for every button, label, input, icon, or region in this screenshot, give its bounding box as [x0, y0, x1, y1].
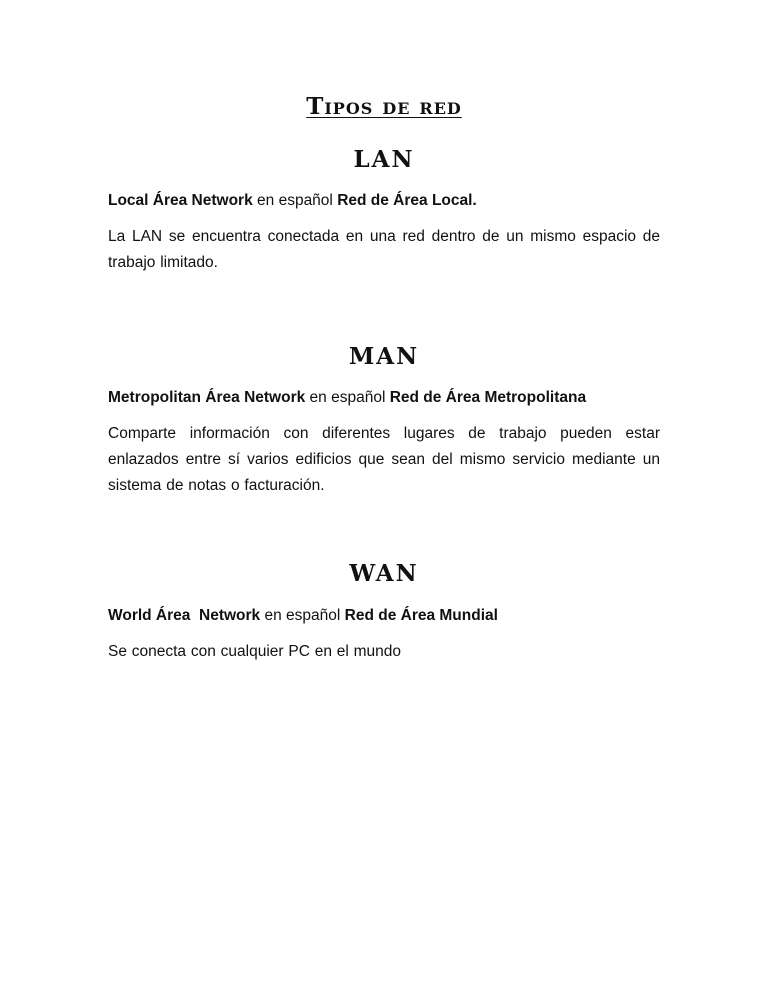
- definition-translation: Red de Área Local.: [337, 192, 477, 209]
- document-title-text: Tipos de red: [306, 93, 462, 120]
- definition-translation: Red de Área Mundial: [344, 607, 498, 624]
- document-title: [0, 93, 768, 121]
- description-man: Comparte información con diferentes lugares de trabajo pueden estar enlazados entre sí varios edificios que sean del mismo servicio mediante un sistema de notas o facturación.: [108, 425, 660, 494]
- definition-connector: en español: [305, 389, 390, 406]
- definition-term: World Área Network: [108, 607, 261, 624]
- definition-term: Metropolitan Área Network: [108, 389, 306, 406]
- description-wan: Se conecta con cualquier PC en el mundo: [108, 643, 402, 660]
- definition-term: Local Área Network: [108, 192, 253, 209]
- definition-connector: en español: [252, 192, 338, 209]
- description-lan: La LAN se encuentra conectada en una red dentro de un mismo espacio de trabajo limitado.: [108, 228, 660, 271]
- definition-translation: Red de Área Metropolitana: [389, 389, 587, 406]
- definition-wan: [108, 605, 660, 627]
- section-heading-lan: LAN: [353, 146, 415, 173]
- section-heading-man: MAN: [348, 343, 420, 370]
- definition-connector: en español: [260, 607, 345, 624]
- definition-man: [108, 387, 660, 409]
- definition-lan: [108, 190, 660, 212]
- section-heading-wan: WAN: [349, 560, 419, 587]
